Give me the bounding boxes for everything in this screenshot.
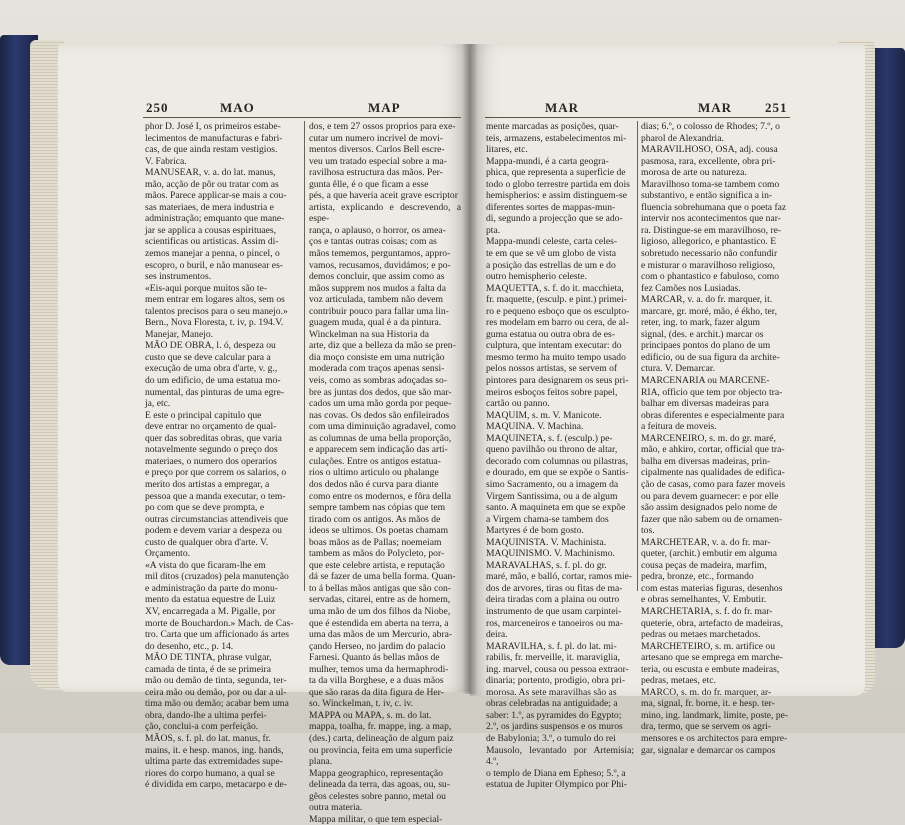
text-line: outras circumstancias attendiveis que	[145, 513, 289, 525]
text-line: mains, it. e hesp. manos, ing. hands,	[145, 744, 284, 756]
text-line: sempre tambem nas cópias que tem	[309, 502, 446, 514]
text-line: morosa de arte ou natureza.	[641, 167, 747, 179]
text-line: e preço por que correm os salarios, o	[145, 467, 287, 479]
text-line: lecimentos de manufacturas e fabri-	[145, 132, 283, 144]
text-line: edificio, ou de sua figura da archite-	[641, 351, 780, 363]
text-line: mil ditos (cruzados) pela manutenção	[145, 571, 289, 583]
text-line: tirado com os antigos. As mãos de	[309, 513, 441, 525]
text-line: dos dedos não é curva para diante	[309, 478, 439, 490]
text-line: te em que se vê um globo de vista	[486, 248, 617, 260]
text-line: culações. Entre os antigos estatua-	[309, 455, 441, 467]
text-line: uma mão de um dos filhos da Niobe,	[309, 605, 451, 617]
text-line: Mappa-mundi, é a carta geogra-	[486, 155, 609, 167]
text-line: tambem as mãos do Polycleto, por-	[309, 548, 445, 560]
text-line: sas materiaes, de mera industria e	[145, 201, 274, 213]
text-line: mãos. Parece applicar-se mais a cou-	[145, 190, 287, 202]
text-line: pés, a que haveria aceit grave escriptor	[309, 190, 458, 202]
text-line: materiaes, o numero dos operarios	[145, 455, 277, 467]
text-line: deira.	[486, 629, 508, 641]
text-line: ou provincia, feita em uma superficie	[309, 744, 453, 756]
text-line: «Eis-aqui porque muitos são te-	[145, 282, 268, 294]
right-header-rule	[485, 117, 790, 118]
text-line: e apparecem sem indicação das arti-	[309, 444, 448, 456]
text-line: santo. A maquineta em que se expõe	[486, 502, 626, 514]
text-line: ção, conclui-a com perfeição.	[145, 721, 259, 733]
text-line: çando Herseo, no jardim do palacio	[309, 640, 446, 652]
text-line: estatua de Jupiter Olympico por Phi-	[486, 779, 627, 791]
text-line: pharol de Alexandria.	[641, 132, 724, 144]
text-line: res modelam em barro ou cera, de al-	[486, 317, 629, 329]
text-line: phor D. José I, os primeiros estabe-	[145, 121, 281, 132]
text-line: ctura. V. Demarcar.	[641, 363, 715, 375]
text-line: MARCENEIRO, s. m. do gr. maré,	[641, 432, 776, 444]
left-page-column-2	[309, 121, 461, 825]
text-line: jar se applica a cousas espirituaes,	[145, 224, 277, 236]
book-gutter	[462, 44, 478, 694]
text-line: mãos tememos, perguntamos, appro-	[309, 248, 451, 260]
text-line: cipalmente nas qualidades de edifica-	[641, 467, 785, 479]
text-line: zemos manejar a penna, o pincel, o	[145, 248, 280, 260]
text-line: ma, signal, fr. borne, it. e hesp. ter-	[641, 698, 775, 710]
text-line: cousa peças de madeira, marfim,	[641, 559, 767, 571]
text-line: gar, signalar e demarcar os campos	[641, 744, 776, 756]
text-line: scientificas ou artisticas. Assim di-	[145, 236, 279, 248]
text-line: pessoa que a manda executar, o tem-	[145, 490, 286, 502]
text-line: litares, etc.	[486, 144, 528, 156]
text-line: fr. maquette, (esculp. e pint.) primei-	[486, 294, 627, 306]
text-line: MAQUIM, s. m. V. Manicote.	[486, 409, 602, 421]
text-line: pta.	[486, 224, 501, 236]
text-line: fluencia sobrehumana que o poeta faz	[641, 201, 787, 213]
text-line: queno pavilhão ou throno de altar,	[486, 444, 618, 456]
text-line: dias; 6.º, o colosso de Rhodes; 7.º, o	[641, 121, 780, 132]
right-header-right: MAR	[698, 100, 733, 115]
text-line: MARCHETEAR, v. a. do fr. mar-	[641, 536, 771, 548]
text-line: (des.) carta, delineação de algum paiz	[309, 732, 454, 744]
text-line: a Virgem chama-se tambem dos	[486, 513, 609, 525]
text-line: podem e devem variar a despeza ou	[145, 525, 282, 537]
text-line: e misturar o maravilhoso religioso,	[641, 259, 776, 271]
text-line: ços e tantas outras coisas; com as	[309, 236, 437, 248]
text-line: morosa. As sete maravilhas são as	[486, 686, 617, 698]
text-line: custo de qualquer obra d'arte. V.	[145, 536, 269, 548]
text-line: guma estatua ou outra obra de es-	[486, 328, 615, 340]
text-line: MARAVALHAS, s. f. pl. do gr.	[486, 559, 607, 571]
text-line: dra, termo, que se servem os agri-	[641, 721, 772, 733]
text-line: a feitura de moveis.	[641, 421, 717, 433]
text-line: mino, ing. landmark, limite, poste, pe-	[641, 709, 789, 721]
text-line: tos.	[641, 525, 655, 537]
text-line: Manejar, Manejo.	[145, 328, 214, 340]
right-header-left: MAR	[545, 100, 580, 115]
text-line: outra materia.	[309, 802, 363, 814]
text-line: MÃO DE OBRA, l. ó, despeza ou	[145, 340, 276, 352]
text-line: MAQUINETA, s. f. (esculp.) pe-	[486, 432, 613, 444]
text-line: dá se fazer de uma bella forma. Quan-	[309, 571, 456, 583]
text-line: MARCAR, v. a. do fr. marquer, it.	[641, 294, 773, 306]
text-line: gêos celestes sobre panno, metal ou	[309, 790, 446, 802]
text-line: pedra, bronze, etc., formando	[641, 571, 754, 583]
text-line: Farnesi. Quanto ás bellas mãos de	[309, 652, 440, 664]
text-line: marcare, gr. moré, mão, é ékho, ter,	[641, 305, 777, 317]
text-line: pasmosa, rara, excellente, obra pri-	[641, 155, 776, 167]
text-line: artesano que se emprega em marche-	[641, 652, 783, 664]
text-line: mulher, temos uma da hermaphrodi-	[309, 663, 449, 675]
text-line: merito dos artistas a empregar, a	[145, 478, 270, 490]
text-line: MARCHETEIRO, s. m. artifice ou	[641, 640, 776, 652]
text-line: Mausolo, levantado por Artemisia; 4.º,	[486, 744, 634, 768]
text-line: culptura, que intentam executar: do	[486, 340, 622, 352]
text-line: todo o globo terrestre partida em dois	[486, 178, 630, 190]
text-line: guagem muda, qual é a da pintura.	[309, 317, 442, 329]
text-line: mentos diversos. Carlos Bell escre-	[309, 144, 445, 156]
text-line: pedras ou metaes marchetados.	[641, 629, 761, 641]
text-line: tro. Carta que um afficionado ás artes	[145, 629, 289, 641]
text-line: so. Winckelman, t. iv, c. iv.	[309, 698, 413, 710]
text-line: delineada da terra, das agoas, ou, su-	[309, 779, 450, 791]
text-line: saber: 1.º, as pyramides do Egypto;	[486, 709, 622, 721]
text-line: nas covas. Os dedos são enfileirados	[309, 409, 450, 421]
text-line: Maravilhoso toma-se tambem como	[641, 178, 780, 190]
text-line: MARCO, s. m. do fr. marquer, ar-	[641, 686, 772, 698]
text-line: dos de arvores, tiras ou fitas de ma-	[486, 582, 623, 594]
text-line: MANUSEAR, v. a. do lat. manus,	[145, 167, 276, 179]
text-line: com uma diminuição agradavel, como	[309, 421, 456, 433]
text-line: MAQUETTA, s. f. do it. macchieta,	[486, 282, 624, 294]
text-line: MÃO DE TINTA, phrase vulgar,	[145, 652, 272, 664]
text-line: dos, e tem 27 ossos proprios para exe-	[309, 121, 456, 132]
text-line: deira tiradas com a plaina ou outro	[486, 594, 620, 606]
text-line: demos concluir, que assim como as	[309, 271, 445, 283]
text-line: tima mão ou demão; acabar bem uma	[145, 698, 289, 710]
text-line: Bern., Nova Floresta, t. iv, p. 194.V.	[145, 317, 284, 329]
text-line: MARAVILHOSO, OSA, adj. cousa	[641, 144, 778, 156]
text-line: veu um tratado especial sobre a ma-	[309, 155, 447, 167]
text-line: mem entrar em logares altos, sem os	[145, 294, 285, 306]
text-line: queterie, obra, artefacto de madeiras,	[641, 617, 783, 629]
text-line: queter, (archit.) embutir em alguma	[641, 548, 778, 560]
text-line: mento da estatua equestre de Luiz	[145, 594, 276, 606]
text-line: com o phantastico e fabuloso, como	[641, 271, 780, 283]
text-line: rios o ultimo articulo ou phalange	[309, 467, 439, 479]
text-line: cutar um numero incrivel de movi-	[309, 132, 444, 144]
text-line: mente marcadas as posições, quar-	[486, 121, 619, 132]
text-line: principaes pontos do plano de um	[641, 340, 771, 352]
left-column-divider	[304, 121, 305, 591]
text-line: ligioso, allegorico, e phantastico. E	[641, 236, 777, 248]
text-line: teria, ou escusta e embute madeiras,	[641, 663, 780, 675]
right-column-divider	[637, 121, 638, 591]
text-line: ção de casas, como para fazer moveis	[641, 478, 786, 490]
text-line: 2.º, os jardins suspensos e os muros	[486, 721, 623, 733]
text-line: po com que se deve prompta, e	[145, 502, 265, 514]
text-line: intervir nos acontecimentos que nar-	[641, 213, 781, 225]
text-line: pintores para designarem os seus pri-	[486, 375, 629, 387]
text-line: numental, das pinturas de uma egre-	[145, 386, 285, 398]
text-line: to á bellas mãos antigas que são con-	[309, 582, 451, 594]
right-page-column-2	[641, 121, 789, 756]
text-line: ros, marceneiros e tanoeiros ou ma-	[486, 617, 623, 629]
text-line: mão ou demão de tinta, segunda, ter-	[145, 675, 287, 687]
text-line: RIA, officio que tem por objecto tra-	[641, 386, 783, 398]
text-line: talentos precisos para o seu manejo.»	[145, 305, 288, 317]
text-line: Orçamento.	[145, 548, 191, 560]
text-line: camada de tinta, é de se primeira	[145, 663, 271, 675]
text-line: reter, ing. to mark, fazer algum	[641, 317, 760, 329]
text-line: com estas materias figuras, desenhos	[641, 582, 783, 594]
text-line: cas, de que ainda restam vestigios.	[145, 144, 278, 156]
text-line: ceira mão ou demão, por ou dar a ul-	[145, 686, 287, 698]
text-line: MAQUINA. V. Machina.	[486, 421, 584, 433]
text-line: «A vista do que ficaram-lhe em	[145, 559, 266, 571]
text-line: artista, explicando e descrevendo, a espe-	[309, 201, 461, 225]
text-line: gunta êlle, é o que ficam a esse	[309, 178, 429, 190]
text-line: mãos supprem nos mudos a falta da	[309, 282, 446, 294]
text-line: ses instrumentos.	[145, 271, 212, 283]
text-line: ta da villa Borghese, e a duas mãos	[309, 675, 444, 687]
text-line: como entre os modernos, e fôra della	[309, 490, 451, 502]
text-line: ideos se ultimos. Os poetas chamam	[309, 525, 449, 537]
text-line: outro hemispherio celeste.	[486, 271, 587, 283]
text-line: pedras, metaes, etc.	[641, 675, 716, 687]
text-line: teis, armazens, estabelecimentos mi-	[486, 132, 627, 144]
text-line: escopro, o buril, e não manusear es-	[145, 259, 283, 271]
text-line: administração; emquanto que mane-	[145, 213, 285, 225]
text-line: mão, e ahkiro, cortar, official que tra-	[641, 444, 785, 456]
text-line: balha em diversas madeiras, prin-	[641, 455, 771, 467]
text-line: morte de Bouchardon.» Mach. de Cas-	[145, 617, 294, 629]
text-line: arte, diz que a belleza da mão se pren-	[309, 340, 456, 352]
text-line: MAQUINISTA. V. Machinista.	[486, 536, 607, 548]
left-header-rule	[143, 117, 461, 118]
text-line: do um edificio, de uma estatua mo-	[145, 375, 281, 387]
text-line: uma das mãos de um Mercurio, abra-	[309, 629, 453, 641]
text-line: obras celebradas na antiguidade; a	[486, 698, 618, 710]
text-line: Virgem Santissima, ou a de algum	[486, 490, 618, 502]
text-line: balhar em diversas madeiras para	[641, 398, 769, 410]
text-line: boas mãos as de Pallas; noemeiam	[309, 536, 442, 548]
text-line: diferentes sortes de mappas-mun-	[486, 201, 616, 213]
text-line: quer das sobreditas obras, que varia	[145, 432, 282, 444]
text-line: contribuir pouco para fallar uma lin-	[309, 305, 449, 317]
text-line: a posição das estrellas de um e do	[486, 259, 616, 271]
text-line: dinaria; portento, prodigio, obra pri-	[486, 675, 626, 687]
text-line: V. Fabrica.	[145, 155, 187, 167]
text-line: as columnas de uma bella proporção,	[309, 432, 452, 444]
text-line: E este o principal capitulo que	[145, 409, 262, 421]
text-line: dia moço consiste em uma nutrição	[309, 351, 445, 363]
text-line: de Babylonia; 3.º, o tumulo do rei	[486, 732, 616, 744]
text-line: substantivo, e então significa a in-	[641, 190, 773, 202]
text-line: signal, (des. e archit.) marcar os	[641, 328, 764, 340]
text-line: é dividida em carpo, metacarpo e de-	[145, 779, 287, 791]
text-line: Winckelman na sua Historia da	[309, 328, 430, 340]
text-line: obra, dando-lhe a ultima perfei-	[145, 709, 267, 721]
text-line: que é estendida em aberta na terra, a	[309, 617, 449, 629]
text-line: são assim designados pelo nome de	[641, 502, 778, 514]
text-line: mesmo termo ha muito tempo usado	[486, 351, 626, 363]
text-line: obras diferentes e especialmente para	[641, 409, 785, 421]
text-line: meiros esboços feitos sobre papel,	[486, 386, 618, 398]
text-line: hemispherios: e assim distinguem-se	[486, 190, 627, 202]
text-line: ing. marvel, cousa ou pessoa extraor-	[486, 663, 629, 675]
text-line: voz articulada, tambem não devem	[309, 294, 443, 306]
text-line: execução de uma obra d'arte, v. g.,	[145, 363, 278, 375]
text-line: plana.	[309, 756, 333, 768]
text-line: deve entrar no orçamento de qual-	[145, 421, 277, 433]
text-line: MARAVILHA, s. f. pl. do lat. mi-	[486, 640, 617, 652]
text-line: ravilhosa estructura das mãos. Per-	[309, 167, 443, 179]
text-line: cados um uma mão gorda por peque-	[309, 398, 452, 410]
text-line: MAQUINISMO. V. Machinismo.	[486, 548, 615, 560]
text-line: XV, encarregada a M. Pigalle, por	[145, 605, 276, 617]
text-line: riores do corpo humano, a qual se	[145, 767, 275, 779]
text-line: MAPPA ou MAPA, s. m. do lat.	[309, 709, 432, 721]
text-line: Martyres é de bom gosto.	[486, 525, 584, 537]
text-line: Mappa-mundi celeste, carta celes-	[486, 236, 618, 248]
text-line: decorado com columnas ou pilastras,	[486, 455, 628, 467]
text-line: ultima parte das extremidades supe-	[145, 756, 283, 768]
text-line: Mappa geographico, representação	[309, 767, 443, 779]
left-page-column-1	[145, 121, 299, 791]
left-header-right: MAP	[368, 100, 401, 115]
text-line: e administração da parte do monu-	[145, 582, 278, 594]
left-header-left: MAO	[220, 100, 255, 115]
text-line: servadas, citarei, entre as de homem,	[309, 594, 451, 606]
text-line: phica, que representa a superficie de	[486, 167, 626, 179]
text-line: veis, como as sombras adoçadas so-	[309, 375, 448, 387]
right-page-number: 251	[765, 100, 788, 115]
text-line: simo Sacramento, ou a imagem da	[486, 478, 619, 490]
text-line: ro e pequeno esboço que os esculpto-	[486, 305, 630, 317]
text-line: do desenho, etc., p. 14.	[145, 640, 234, 652]
text-line: o templo de Diana em Epheso; 5.º, a	[486, 767, 626, 779]
text-line: ra. Distingue-se em maravilhoso, re-	[641, 224, 782, 236]
text-line: MARCENARIA ou MARCENE-	[641, 375, 770, 387]
text-line: fazer que não sabem ou de ornamen-	[641, 513, 783, 525]
text-line: e dourado, em que se expõe o Santis-	[486, 467, 629, 479]
text-line: moderada com traços apenas sensi-	[309, 363, 445, 375]
text-line: rabilis, fr. merveille, it. maraviglia,	[486, 652, 621, 664]
text-line: sobretudo necessario não confundir	[641, 248, 778, 260]
right-page-column-1	[486, 121, 634, 791]
text-line: custo que se deve calcular para a	[145, 351, 271, 363]
text-line: MÃOS, s. f. pl. do lat. manus, fr.	[145, 732, 271, 744]
text-line: que são raras da dita figura de Her-	[309, 686, 444, 698]
text-line: mão, acção de pôr ou tratar com as	[145, 178, 279, 190]
text-line: pelos nossos artistas, se servem of	[486, 363, 618, 375]
left-page-number: 250	[146, 100, 169, 115]
text-line: vamos, recusamos, duvidámos; e po-	[309, 259, 451, 271]
text-line: mensores e os architectos para empre-	[641, 732, 788, 744]
text-line: rança, o aplauso, o horror, os amea-	[309, 224, 446, 236]
text-line: instrumento de que usam carpintei-	[486, 605, 622, 617]
text-line: notavelmente segundo o preço dos	[145, 444, 278, 456]
text-line: maré, mão, e balló, cortar, ramos mie-	[486, 571, 633, 583]
text-line: e obras semelhantes, V. Embutir.	[641, 594, 767, 606]
text-line: di, segundo a projecção que se ado-	[486, 213, 623, 225]
text-line: mappa, toalha, fr. mappe, ing. a map,	[309, 721, 452, 733]
text-line: bre as juntas dos dedos, que são mar-	[309, 386, 452, 398]
text-line: ou para devem guarnecer: e por elle	[641, 490, 779, 502]
text-line: Mappa militar, o que tem especial-	[309, 813, 443, 825]
text-line: ja, etc.	[145, 398, 171, 410]
text-line: fez Camões nos Lusiadas.	[641, 282, 741, 294]
text-line: MARCHETARIA, s. f. do fr. mar-	[641, 605, 773, 617]
text-line: que este celebre artista, e reputação	[309, 559, 445, 571]
text-line: cartão ou panno.	[486, 398, 550, 410]
